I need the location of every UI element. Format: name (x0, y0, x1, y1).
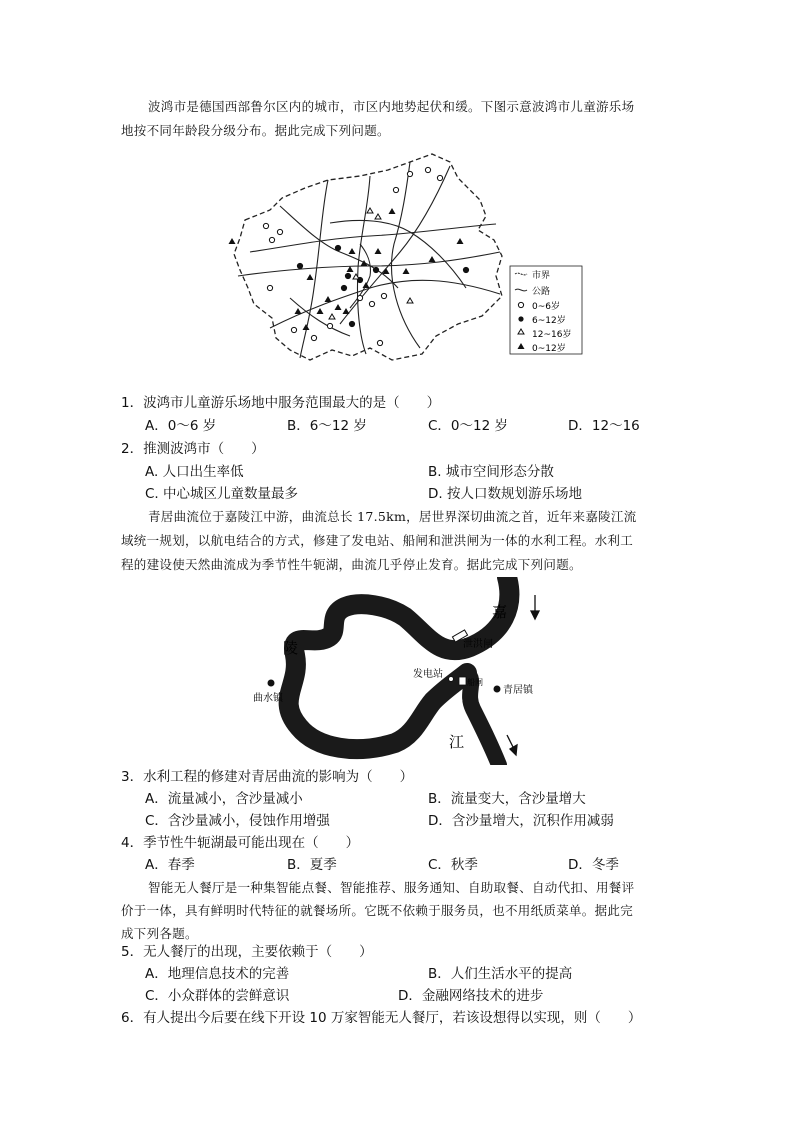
qingju-town-icon (494, 686, 501, 693)
ship-lock-icon (459, 677, 466, 685)
legend-road: 公路 (532, 287, 551, 297)
q3-option-c[interactable]: C．含沙量减小，侵蚀作用增强 (145, 813, 330, 829)
q1-option-d[interactable]: D．12～16 (568, 418, 640, 434)
power-station-icon (449, 677, 454, 682)
q2-option-c[interactable]: C. 中心城区儿童数量最多 (145, 486, 299, 502)
q1-option-c[interactable]: C．0～12 岁 (428, 418, 508, 434)
question-5: 5．无人餐厅的出现，主要依赖于（ ） (121, 944, 373, 960)
jialing-river (289, 577, 510, 765)
q3-option-d[interactable]: D．含沙量增大，沉积作用减弱 (428, 813, 614, 829)
passage2-line1: 青居曲流位于嘉陵江中游，曲流总长 17.5km，居世界深切曲流之首，近年来嘉陵江流 (148, 509, 637, 524)
label-ship-lock: 船闸 (467, 678, 483, 687)
roads (238, 162, 500, 358)
q4-option-b[interactable]: B．夏季 (287, 857, 337, 873)
label-jia-point: 甲 (454, 700, 464, 710)
question-2: 2．推测波鸿市（ ） (121, 441, 265, 457)
q2-option-a[interactable]: A. 人口出生率低 (145, 464, 244, 480)
passage1-line1: 波鸿市是德国西部鲁尔区内的城市，市区内地势起伏和缓。下图示意波鸿市儿童游乐场 (148, 99, 635, 114)
q3-option-b[interactable]: B．流量变大，含沙量增大 (428, 791, 586, 807)
q4-option-c[interactable]: C．秋季 (428, 857, 478, 873)
qushui-town-icon (268, 680, 275, 687)
legend-age-12-16: 12~16岁 (532, 330, 572, 340)
passage3-line1: 智能无人餐厅是一种集智能点餐、智能推荐、服务通知、自助取餐、自动代扣、用餐评 (148, 880, 635, 895)
legend-boundary: 市界 (532, 271, 551, 281)
question-4: 4．季节性牛轭湖最可能出现在（ ） (121, 835, 360, 851)
question-1: 1．波鸿市儿童游乐场地中服务范围最大的是（ ） (121, 395, 441, 411)
question-3: 3．水利工程的修建对青居曲流的影响为（ ） (121, 769, 414, 785)
question-6: 6．有人提出今后要在线下开设 10 万家智能无人餐厅，若该设想得以实现，则（ ） (121, 1010, 642, 1026)
passage3-line2: 价于一体，具有鲜明时代特征的就餐场所。它既不依赖于服务员，也不用纸质菜单。据此完 (121, 903, 634, 918)
q4-option-a[interactable]: A．春季 (145, 857, 195, 873)
markers-6-12 (297, 245, 468, 326)
q2-option-d[interactable]: D. 按人口数规划游乐场地 (428, 486, 582, 502)
q4-option-d[interactable]: D．冬季 (568, 857, 619, 873)
label-jiang: 江 (449, 733, 465, 751)
label-qingju-town: 青居镇 (503, 685, 533, 696)
passage1-line2: 地按不同年龄段分级分布。据此完成下列问题。 (121, 123, 390, 138)
passage3-line3: 成下列各题。 (121, 926, 198, 941)
label-power-station: 发电站 (413, 669, 443, 680)
q5-option-b[interactable]: B．人们生活水平的提高 (428, 966, 573, 982)
qingju-meander-map (245, 577, 545, 765)
q5-option-c[interactable]: C．小众群体的尝鲜意识 (145, 988, 290, 1004)
legend-age-6-12: 6~12岁 (532, 316, 566, 326)
label-flood-gate: 泄洪闸 (463, 639, 493, 650)
q1-option-b[interactable]: B．6～12 岁 (287, 418, 367, 434)
passage2-line3: 程的建设使天然曲流成为季节性牛轭湖，曲流几乎停止发育。据此完成下列问题。 (121, 557, 582, 572)
map1-legend (510, 266, 582, 354)
legend-age-0-6: 0~6岁 (532, 302, 560, 312)
passage2-line2: 域统一规划，以航电结合的方式，修建了发电站、船闸和泄洪闸为一体的水利工程。水利工 (121, 533, 634, 548)
q5-option-d[interactable]: D．金融网络技术的进步 (398, 988, 544, 1004)
q1-option-a[interactable]: A．0～6 岁 (145, 418, 217, 434)
bochum-playground-map (210, 148, 590, 378)
q5-option-a[interactable]: A．地理信息技术的完善 (145, 966, 290, 982)
label-qushui-town: 曲水镇 (253, 693, 283, 704)
q3-option-a[interactable]: A．流量减小，含沙量减小 (145, 791, 303, 807)
legend-age-0-12: 0~12岁 (532, 344, 566, 354)
q2-option-b[interactable]: B. 城市空间形态分散 (428, 464, 554, 480)
label-jia: 嘉 (492, 603, 508, 621)
label-ling: 陵 (283, 639, 299, 657)
